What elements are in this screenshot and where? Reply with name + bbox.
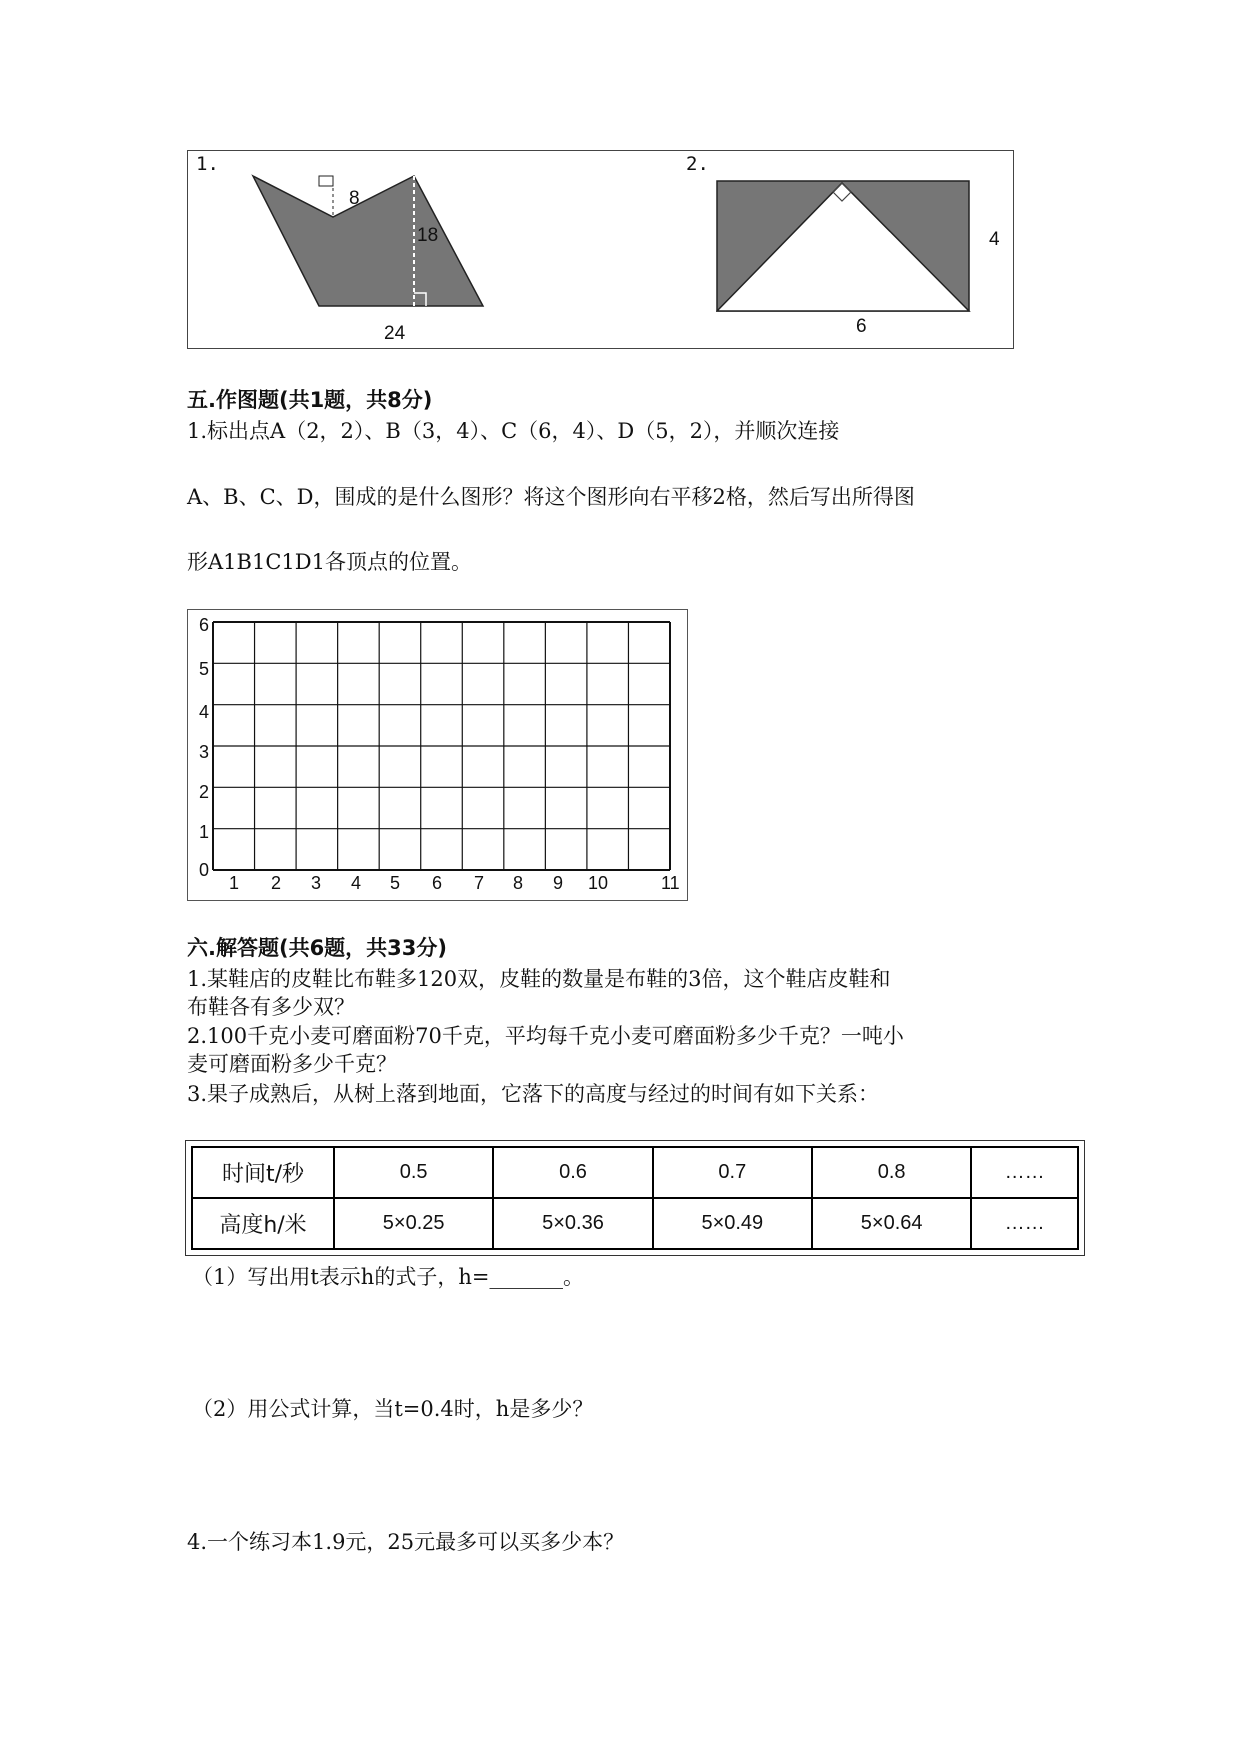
q2-line-2: 麦可磨面粉多少千克？ <box>187 1052 397 1076</box>
x-tick-4: 4 <box>351 873 362 893</box>
table-cell: 5×0.36 <box>493 1198 652 1249</box>
q3-sub-1: （1）写出用t表示h的式子，h=_______。 <box>192 1265 584 1289</box>
section-5-heading: 五.作图题(共1题，共8分) <box>187 388 433 412</box>
x-tick-8: 8 <box>513 873 524 893</box>
section-6-heading: 六.解答题(共6题，共33分) <box>187 936 448 960</box>
section-5-line-3: 形A1B1C1D1各顶点的位置。 <box>187 550 472 574</box>
x-tick-3: 3 <box>311 873 322 893</box>
table-row <box>192 1147 1078 1198</box>
section-5-line-2: A、B、C、D，围成的是什么图形？将这个图形向右平移2格，然后写出所得图 <box>187 485 915 509</box>
table-cell: 时间t/秒 <box>192 1147 334 1198</box>
dim-4: 4 <box>989 229 1000 250</box>
y-tick-3: 3 <box>199 742 210 762</box>
table-cell: 5×0.25 <box>334 1198 493 1249</box>
x-tick-11: 11 <box>661 873 680 893</box>
table-cell: 0.8 <box>812 1147 971 1198</box>
x-tick-1: 1 <box>229 873 240 893</box>
coordinate-grid-frame <box>187 609 688 901</box>
grid-lines <box>213 622 670 870</box>
x-tick-5: 5 <box>390 873 401 893</box>
dim-6: 6 <box>856 316 867 337</box>
q2-line-1: 2.100千克小麦可磨面粉70千克，平均每千克小麦可磨面粉多少千克？一吨小 <box>187 1024 904 1048</box>
x-tick-7: 7 <box>474 873 485 893</box>
y-tick-4: 4 <box>199 702 210 722</box>
right-angle-mark <box>319 176 333 186</box>
parallelogram-figure <box>228 151 528 341</box>
figures-frame <box>187 150 1014 349</box>
table-cell: 0.5 <box>334 1147 493 1198</box>
x-tick-2: 2 <box>271 873 282 893</box>
table-cell: 5×0.64 <box>812 1198 971 1249</box>
q3-sub-2: （2）用公式计算，当t=0.4时，h是多少？ <box>192 1397 594 1421</box>
figure-2-label: 2. <box>686 153 709 175</box>
y-tick-2: 2 <box>199 782 210 802</box>
q1-line-1: 1.某鞋店的皮鞋比布鞋多120双，皮鞋的数量是布鞋的3倍，这个鞋店皮鞋和 <box>187 967 891 991</box>
dim-24: 24 <box>384 323 406 344</box>
y-tick-0: 0 <box>199 860 210 880</box>
figure-1-label: 1. <box>196 153 219 175</box>
table-cell: …… <box>971 1198 1078 1249</box>
dim-18: 18 <box>417 225 439 246</box>
x-tick-9: 9 <box>553 873 564 893</box>
x-tick-10: 10 <box>588 873 609 893</box>
table-cell: 高度h/米 <box>192 1198 334 1249</box>
rectangle-figure <box>716 179 976 329</box>
table-cell: 0.7 <box>653 1147 812 1198</box>
coordinate-grid <box>188 610 687 900</box>
table-cell: 0.6 <box>493 1147 652 1198</box>
table-cell: …… <box>971 1147 1078 1198</box>
x-tick-6: 6 <box>432 873 443 893</box>
q1-line-2: 布鞋各有多少双？ <box>187 995 355 1019</box>
parallelogram-shaded-area <box>253 176 483 306</box>
y-tick-1: 1 <box>199 822 210 842</box>
y-tick-5: 5 <box>199 659 210 679</box>
section-5-line-1: 1.标出点A（2，2）、B（3，4）、C（6，4）、D（5，2），并顺次连接 <box>187 419 840 443</box>
table-row <box>192 1198 1078 1249</box>
time-height-table <box>191 1146 1079 1250</box>
table-cell: 5×0.49 <box>653 1198 812 1249</box>
dim-8: 8 <box>349 188 360 209</box>
q3-text: 3.果子成熟后，从树上落到地面，它落下的高度与经过的时间有如下关系： <box>187 1082 880 1106</box>
y-tick-6: 6 <box>199 615 210 635</box>
q4-text: 4.一个练习本1.9元，25元最多可以买多少本？ <box>187 1530 625 1554</box>
